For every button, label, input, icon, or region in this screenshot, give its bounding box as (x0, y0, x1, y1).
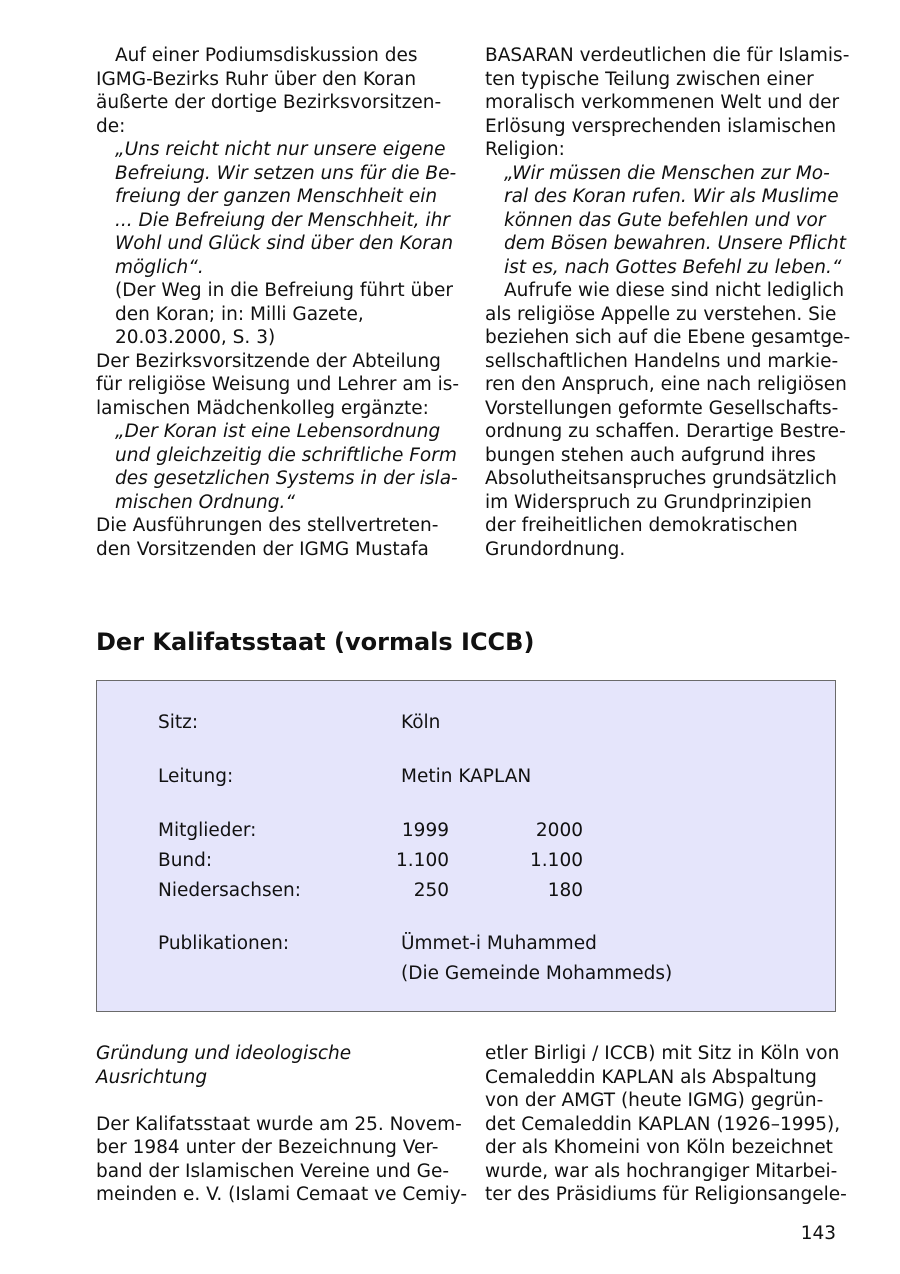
paragraph-line: det Cemaleddin KAPLAN (1926–1995), (485, 1113, 841, 1135)
quote-line: möglich“. (115, 256, 204, 278)
paragraph-line: Aufrufe wie diese sind nicht lediglich (504, 280, 845, 301)
quote-line: und gleichzeitig die schriftliche Form (115, 444, 457, 466)
paragraph-line: ordnung zu schaffen. Derartige Bestre- (485, 421, 846, 442)
niedersachsen-1999-value: 250 (413, 880, 449, 901)
sitz-label: Sitz: (158, 712, 199, 733)
paragraph-line: ten typische Teilung zwischen einer (485, 68, 814, 90)
paragraph-line: IGMG-Bezirks Ruhr über den Koran (96, 68, 417, 90)
paragraph-line: BASARAN verdeutlichen die für Islamis- (485, 45, 850, 66)
page-number: 143 (800, 1223, 836, 1244)
paragraph-line: Erlösung versprechenden islamischen (485, 115, 837, 137)
quote-line: Befreiung. Wir setzen uns für die Be- (115, 162, 457, 184)
paragraph-line: der als Khomeini von Köln bezeichnet (485, 1137, 833, 1158)
bund-1999-value: 1.100 (396, 850, 449, 871)
bund-label: Bund: (158, 850, 213, 871)
paragraph-line: Vorstellungen geformte Gesellschafts- (485, 397, 839, 419)
niedersachsen-2000-value: 180 (547, 880, 583, 901)
leitung-value: Metin KAPLAN (401, 766, 532, 787)
year-2000-header: 2000 (535, 820, 583, 841)
paragraph-line: moralisch verkommenen Welt und der (485, 92, 840, 113)
paragraph-line: ber 1984 unter der Bezeichnung Ver- (96, 1137, 439, 1158)
paragraph-line: band der Islamischen Vereine und Ge- (96, 1160, 450, 1182)
citation-line: den Koran; in: Milli Gazete, (115, 303, 364, 325)
leitung-label: Leitung: (158, 766, 234, 787)
paragraph-line: sellschaftlichen Handelns und markie- (485, 350, 839, 372)
publikation-translation: (Die Gemeinde Mohammeds) (401, 963, 673, 984)
subheading-line: Ausrichtung (96, 1066, 208, 1088)
left-text-column (96, 44, 460, 564)
paragraph-line: wurde, war als hochrangiger Mitarbei- (485, 1160, 838, 1182)
organization-info-box (96, 680, 836, 1012)
paragraph-line: äußerte der dortige Bezirksvorsitzen- (96, 92, 442, 113)
paragraph-line: de: (96, 115, 126, 137)
niedersachsen-label: Niedersachsen: (158, 880, 301, 901)
bund-2000-value: 1.100 (530, 850, 583, 871)
quote-line: können das Gute befehlen und vor (504, 209, 826, 231)
publikationen-label: Publikationen: (158, 933, 290, 954)
paragraph-line: Grundordnung. (485, 538, 626, 560)
paragraph-line: etler Birligi / ICCB) mit Sitz in Köln von (485, 1043, 840, 1064)
paragraph-line: ren den Anspruch, eine nach religiösen (485, 374, 847, 395)
subheading-line: Gründung und ideologische (96, 1043, 352, 1064)
citation-line: 20.03.2000, S. 3) (115, 327, 276, 348)
paragraph-line: den Vorsitzenden der IGMG Mustafa (96, 538, 429, 560)
year-1999-header: 1999 (401, 820, 449, 841)
section-heading: Der Kalifatsstaat (vormals ICCB) (96, 628, 535, 656)
paragraph-line: lamischen Mädchenkolleg ergänzte: (96, 397, 429, 419)
paragraph-line: Auf einer Podiumsdiskussion des (115, 45, 418, 66)
quote-line: „Wir müssen die Menschen zur Mo- (504, 162, 830, 184)
quote-line: freiung der ganzen Menschheit ein (115, 186, 438, 207)
paragraph-line: von der AMGT (heute IGMG) gegrün- (485, 1090, 824, 1111)
paragraph-line: meinden e. V. (Islami Cemaat ve Cemiy- (96, 1184, 468, 1205)
quote-line: des gesetzlichen Systems in der isla- (115, 468, 458, 489)
paragraph-line: der freiheitlichen demokratischen (485, 515, 798, 536)
paragraph-line: als religiöse Appelle zu verstehen. Sie (485, 303, 837, 325)
quote-line: ... Die Befreiung der Menschheit, ihr (115, 209, 450, 231)
paragraph-line: Absolutheitsanspruches grundsätzlich (485, 468, 837, 489)
citation-line: (Der Weg in die Befreiung führt über (115, 280, 453, 301)
paragraph-line: ter des Präsidiums für Religionsangele- (485, 1184, 847, 1205)
quote-line: ral des Koran rufen. Wir als Muslime (504, 186, 839, 207)
mitglieder-label: Mitglieder: (158, 820, 257, 841)
quote-line: mischen Ordnung.“ (115, 491, 295, 513)
bottom-right-column (485, 1042, 845, 1212)
paragraph-line: Der Bezirksvorsitzende der Abteilung (96, 350, 441, 372)
paragraph-line: für religiöse Weisung und Lehrer am is- (96, 374, 460, 395)
sitz-value: Köln (401, 712, 441, 733)
quote-line: Wohl und Glück sind über den Koran (115, 233, 454, 254)
quote-line: ist es, nach Gottes Befehl zu leben.“ (504, 256, 842, 278)
paragraph-line: im Widerspruch zu Grundprinzipien (485, 491, 812, 513)
paragraph-line: Der Kalifatsstaat wurde am 25. Novem- (96, 1113, 462, 1135)
right-text-column (485, 44, 851, 564)
quote-line: „Uns reicht nicht nur unsere eigene (115, 139, 446, 160)
paragraph-line: Die Ausführungen des stellvertreten- (96, 515, 439, 536)
paragraph-line: bungen stehen auch aufgrund ihres (485, 444, 816, 466)
publikation-title: Ümmet-i Muhammed (401, 933, 597, 954)
quote-line: dem Bösen bewahren. Unsere Pflicht (504, 233, 847, 254)
paragraph-line: Cemaleddin KAPLAN als Abspaltung (485, 1066, 817, 1088)
quote-line: „Der Koran ist eine Lebensordnung (115, 421, 441, 442)
paragraph-line: Religion: (485, 139, 565, 160)
paragraph-line: beziehen sich auf die Ebene gesamtge- (485, 327, 851, 348)
bottom-left-column (96, 1042, 468, 1212)
